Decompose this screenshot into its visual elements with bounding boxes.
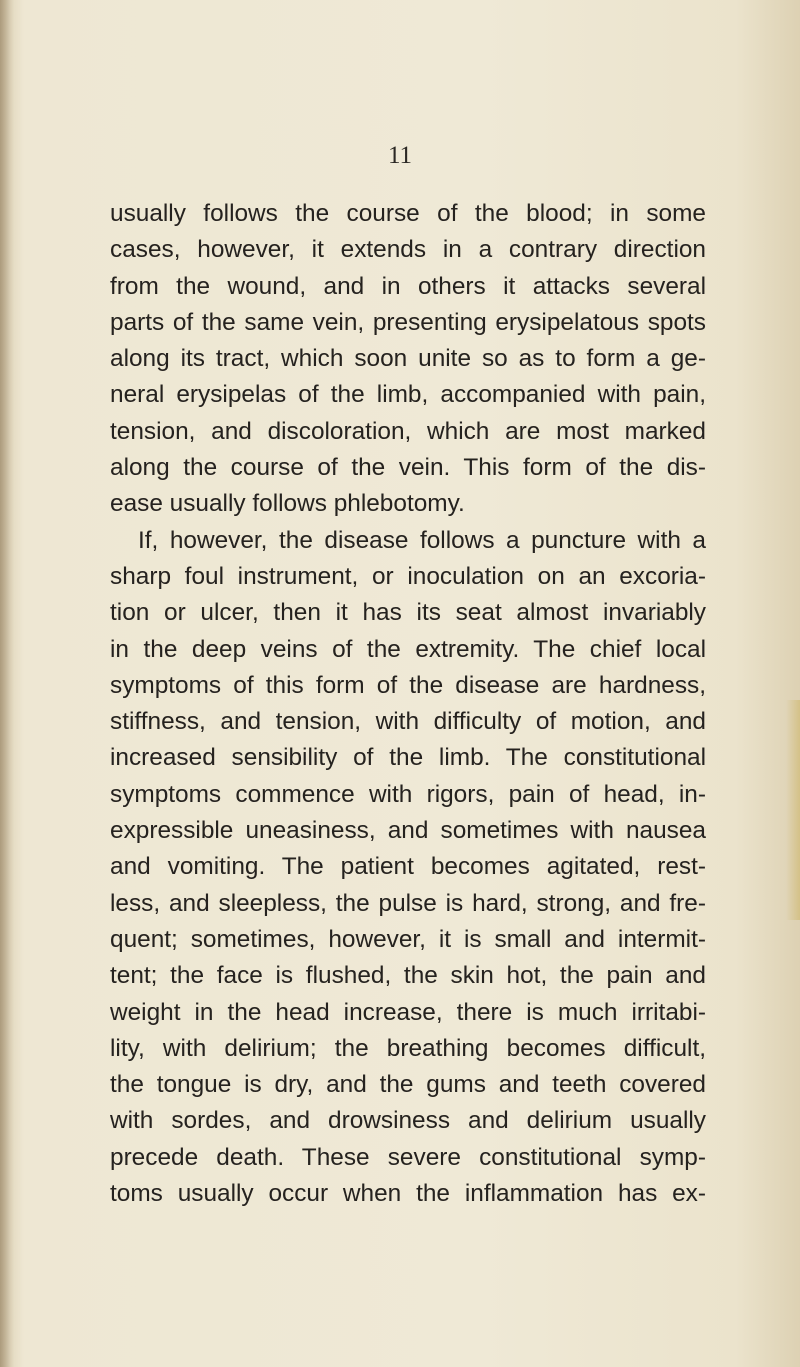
text-line: cases, however, it extends in a contrary direction	[110, 236, 706, 264]
text-line: with sordes, and drowsiness and delirium usually	[110, 1107, 706, 1135]
text-line: in the deep veins of the extremity. The chief local	[110, 635, 706, 663]
text-line: weight in the head increase, there is much irritabi-	[110, 998, 706, 1026]
text-line: less, and sleepless, the pulse is hard, strong, and fre-	[110, 889, 706, 917]
text-line: parts of the same vein, presenting erysipelatous spots	[110, 308, 706, 336]
page-number: 11	[387, 142, 413, 169]
text-line: the tongue is dry, and the gums and teeth covered	[110, 1071, 706, 1099]
text-line: from the wound, and in others it attacks several	[110, 272, 706, 300]
text-line: symptoms commence with rigors, pain of head, in-	[110, 780, 706, 808]
binding-shadow	[0, 0, 14, 1367]
text-line: tension, and discoloration, which are most marked	[110, 417, 706, 445]
text-line: sharp foul instrument, or inoculation on an excoria-	[110, 562, 706, 590]
text-line: and vomiting. The patient becomes agitated, rest-	[110, 853, 706, 881]
text-line: precede death. These severe constitutional symp-	[110, 1143, 706, 1171]
text-line: stiffness, and tension, with difficulty of motion, and	[110, 708, 706, 736]
text-line: expressible uneasiness, and sometimes with nausea	[110, 817, 706, 845]
text-line: toms usually occur when the inflammation has ex-	[110, 1180, 706, 1208]
text-line: symptoms of this form of the disease are hardness,	[110, 671, 706, 699]
text-line: increased sensibility of the limb. The constitutional	[110, 744, 706, 772]
paragraph-start-line: If, however, the disease follows a puncture with a	[138, 526, 706, 554]
text-line: tent; the face is flushed, the skin hot, the pain and	[110, 962, 706, 990]
text-line: ease usually follows phlebotomy.	[110, 490, 465, 518]
text-line: tion or ulcer, then it has its seat almost invariably	[110, 599, 706, 627]
text-line: usually follows the course of the blood; in some	[110, 200, 706, 227]
paper-stain	[786, 700, 800, 920]
text-line: quent; sometimes, however, it is small and intermit-	[110, 925, 706, 953]
text-line: along its tract, which soon unite so as to form a ge-	[110, 345, 706, 373]
body-text	[110, 196, 706, 1212]
text-line: lity, with delirium; the breathing becomes difficult,	[110, 1034, 706, 1062]
text-line: along the course of the vein. This form of the dis-	[110, 454, 706, 482]
text-line: neral erysipelas of the limb, accompanied with pain,	[110, 381, 706, 409]
